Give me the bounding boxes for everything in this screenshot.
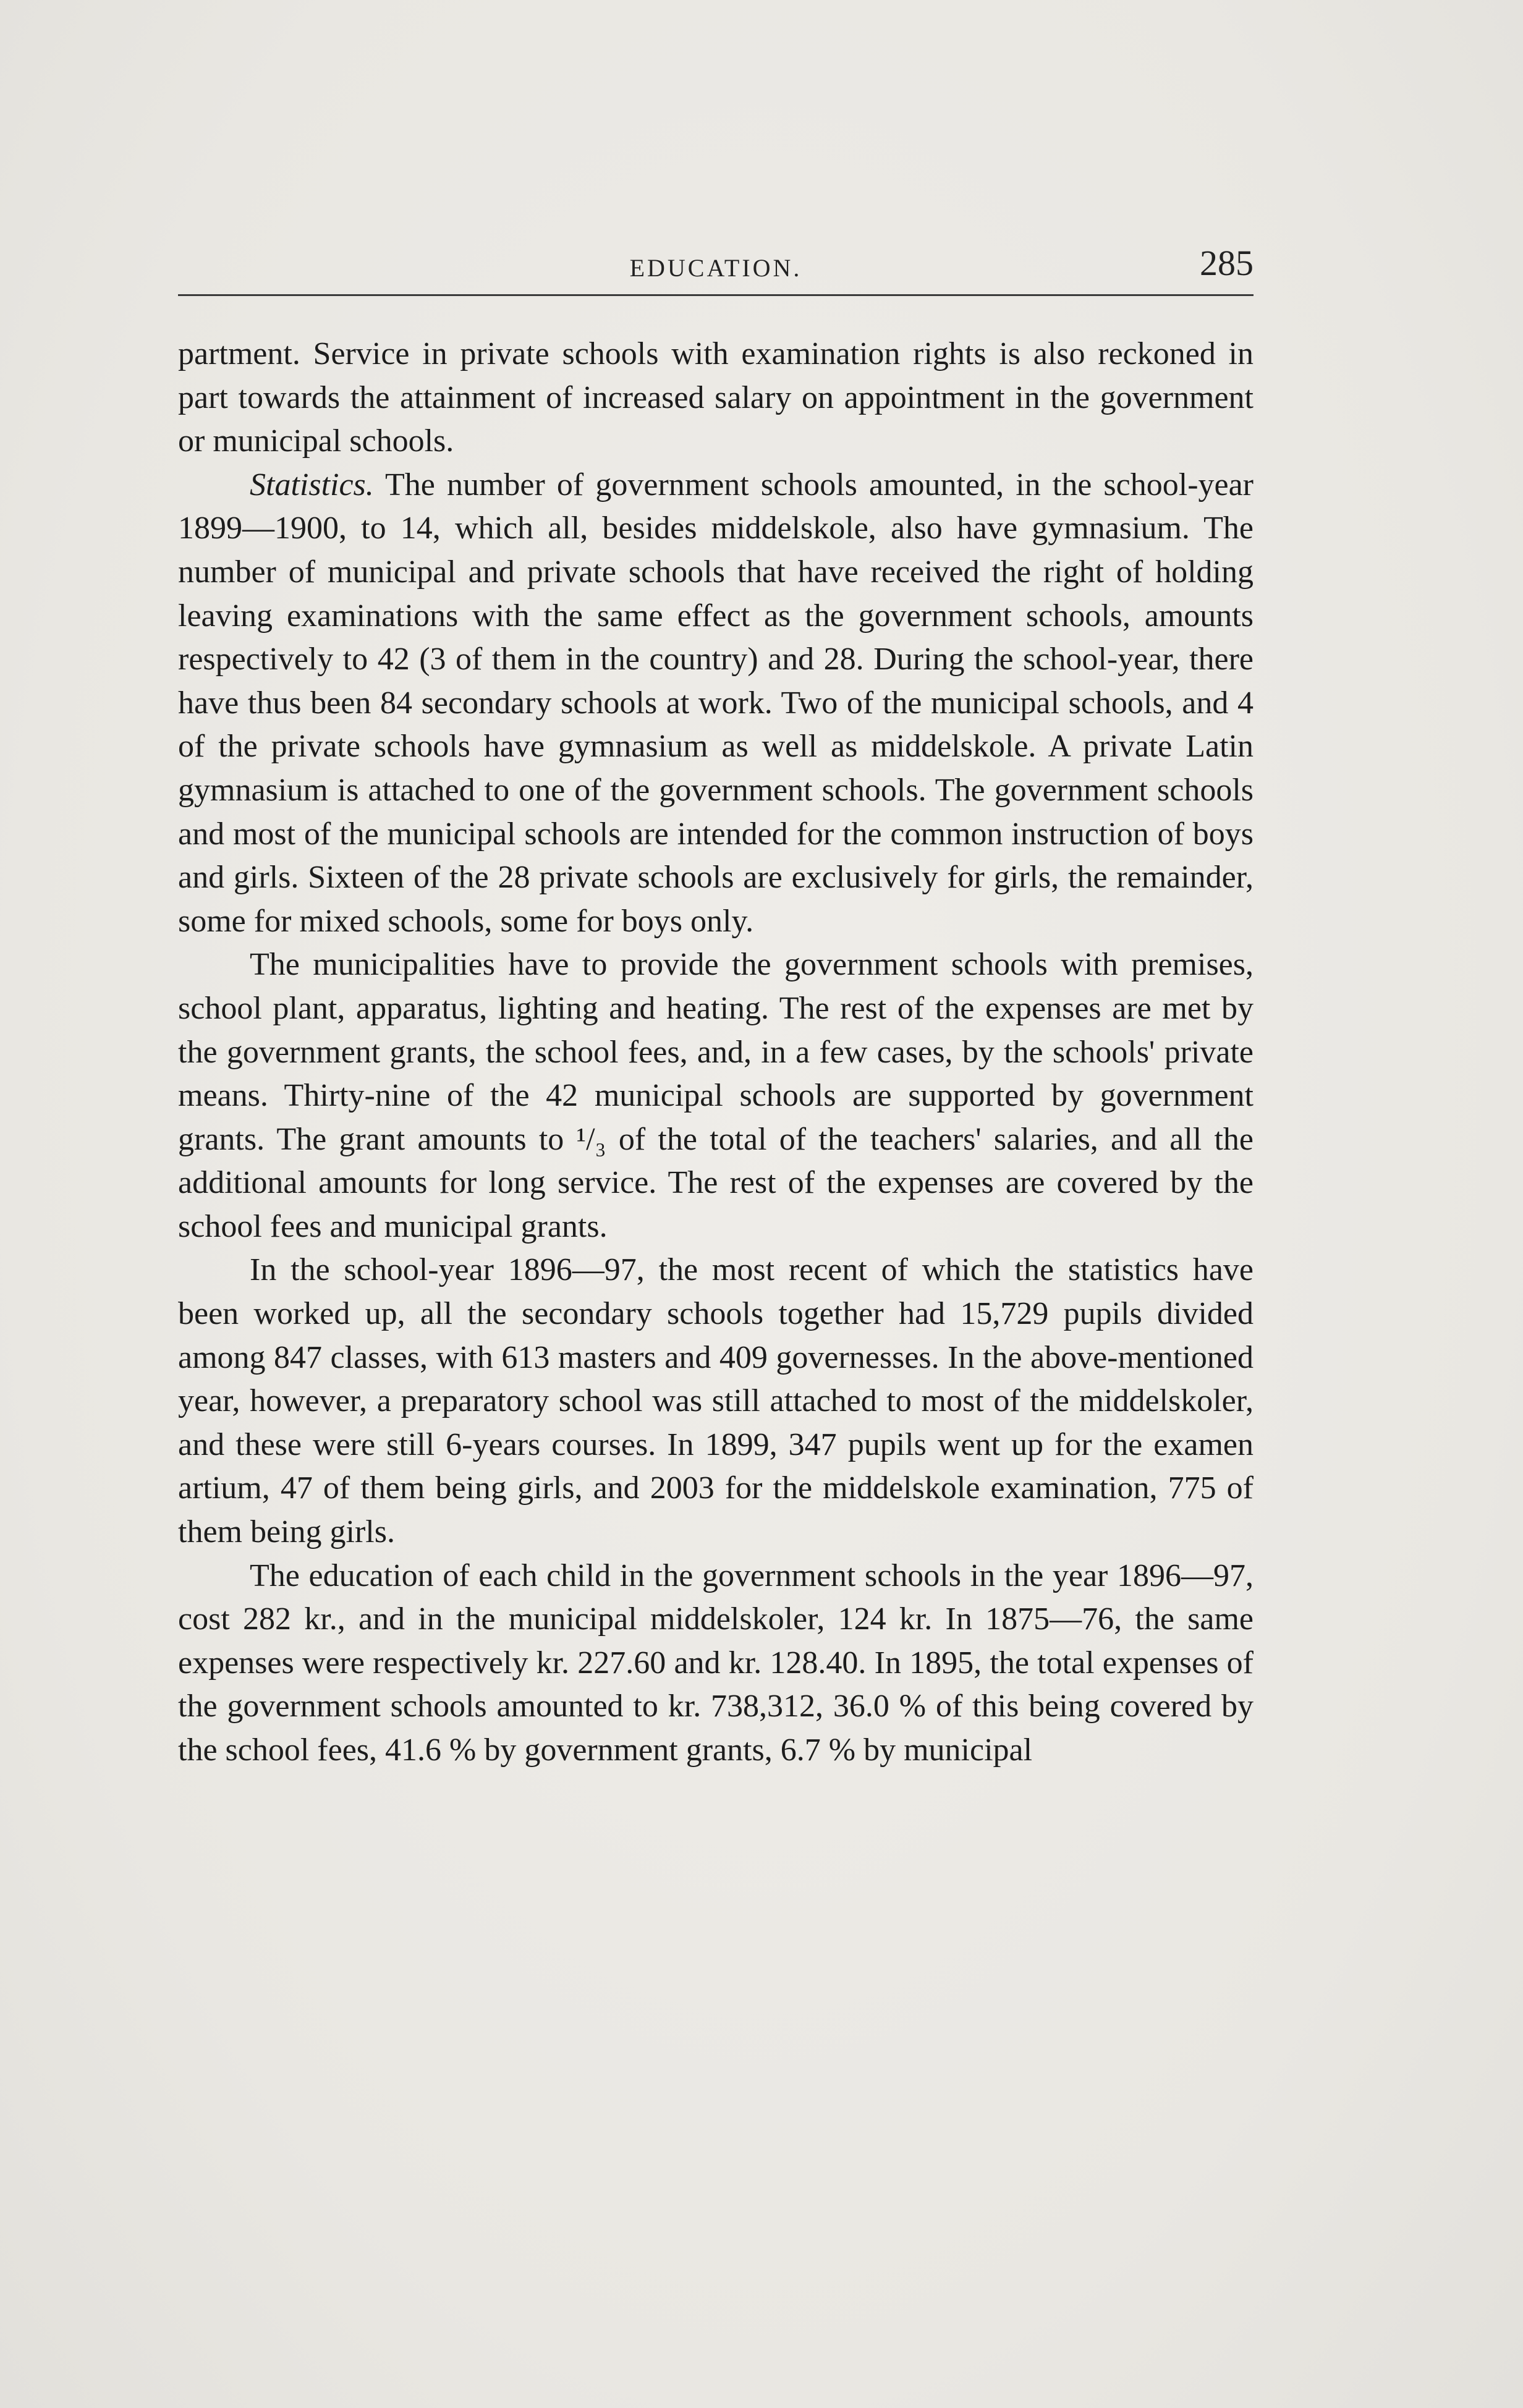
page-number: 285 xyxy=(1200,243,1254,283)
paragraph-statistics xyxy=(178,464,1254,944)
paragraph-statistics-text: The number of government schools amounted, in the school-year 1899—1900, to 14, which all, besides middelskole, also have gymnasium. The number of municipal and private schools that have received the right of holding leaving examinations with the same effect as the government schools, amounts respectively to 42 (3 of them in the country) and 28. During the school-year, there have thus been 84 secondary schools at work. Two of the municipal schools, and 4 of the private schools have gymnasium as well as middelskole. A private Latin gymnasium is attached to one of the government schools. The government schools and most of the municipal schools are intended for the common instruction of boys and girls. Sixteen of the 28 private schools are exclusively for girls, the remainder, some for mixed schools, some for boys only. xyxy=(178,467,1254,939)
running-head: EDUCATION. xyxy=(629,254,802,282)
page-header xyxy=(178,241,1254,296)
body-text xyxy=(178,333,1254,1773)
paragraph-school-year xyxy=(178,1249,1254,1554)
section-lead-statistics: Statistics. xyxy=(250,467,374,502)
paragraph-municipalities xyxy=(178,943,1254,1249)
paragraph-municipalities-text: The municipalities have to provide the government schools with premises, school plant, apparatus, lighting and heating. The rest of the expenses are met by the government grants, the school fees, and, in a few cases, by the schools' private means. Thirty-nine of the 42 municipal schools are supported by government grants. The grant amounts to ¹/₃ of the total of the teachers' salaries, and all the additional amounts for long service. The rest of the expenses are covered by the school fees and municipal grants. xyxy=(178,947,1254,1244)
paragraph-1 xyxy=(178,333,1254,464)
paragraph-1-text: partment. Service in private schools with examination rights is also reckoned in part towards the attainment of increased salary on appointment in the government or municipal schools. xyxy=(178,336,1254,459)
paragraph-education-cost-text: The education of each child in the government schools in the year 1896—97, cost 282 kr., and in the municipal middelskoler, 124 kr. In 1875—76, the same expenses were respectively kr. 227.60 and kr. 128.40. In 1895, the total expenses of the government schools amounted to kr. 738,312, 36.0 % of this being covered by the school fees, 41.6 % by government grants, 6.7 % by municipal xyxy=(178,1558,1254,1768)
paragraph-school-year-text: In the school-year 1896—97, the most recent of which the statistics have been worked up, all the secondary schools together had 15,729 pupils divided among 847 classes, with 613 masters and 409 governesses. In the above-mentioned year, however, a preparatory school was still attached to most of the middelskoler, and these were still 6-years courses. In 1899, 347 pupils went up for the examen artium, 47 of them being girls, and 2003 for the middelskole examination, 775 of them being girls. xyxy=(178,1252,1254,1550)
paragraph-education-cost xyxy=(178,1554,1254,1773)
